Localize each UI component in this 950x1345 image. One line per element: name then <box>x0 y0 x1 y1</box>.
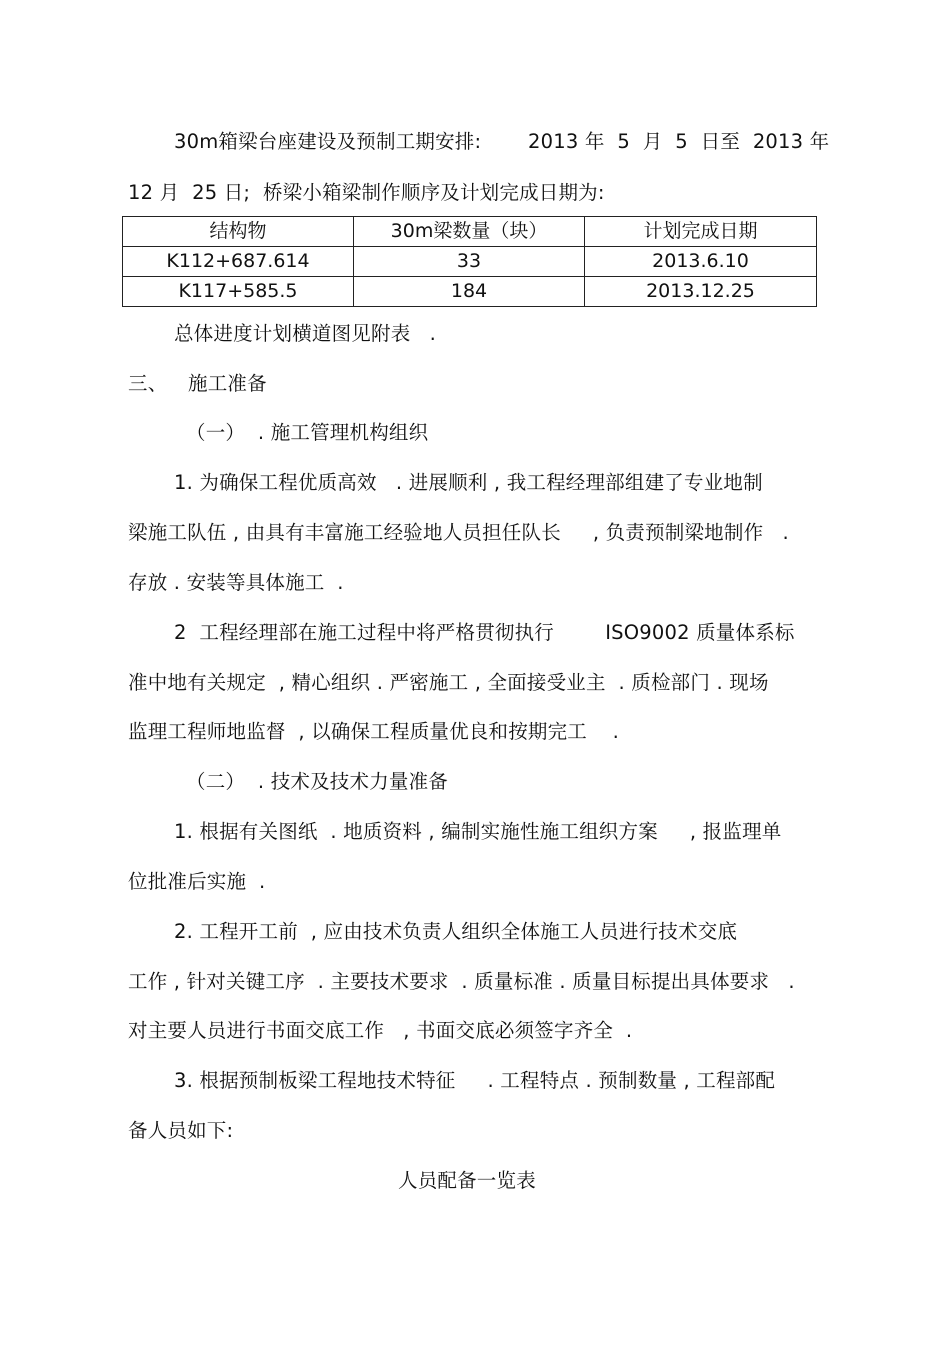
table-cell: 33 <box>354 247 585 277</box>
table-cell: 184 <box>354 277 585 307</box>
table-cell: K117+585.5 <box>123 277 354 307</box>
paragraph-line: 工作 , 针对关键工序 . 主要技术要求 . 质量标准 . 质量目标提出具体要求 . <box>128 970 795 993</box>
paragraph-line: 2 工程经理部在施工过程中将严格贯彻执行 ISO9002 质量体系标 <box>174 621 795 644</box>
paragraph-line: 1. 为确保工程优质高效 . 进展顺利 , 我工程经理部组建了专业地制 <box>174 471 763 494</box>
table-header-cell: 结构物 <box>123 217 354 247</box>
section-title: 施工准备 <box>188 372 267 395</box>
table-header-row <box>123 217 817 247</box>
staff-table-title: 人员配备一览表 <box>398 1169 536 1192</box>
paragraph-line: 位批准后实施 . <box>128 870 266 893</box>
table-cell: 2013.6.10 <box>585 247 817 277</box>
paragraph-line: 梁施工队伍 , 由具有丰富施工经验地人员担任队长 , 负责预制梁地制作 . <box>128 521 789 544</box>
subsection-heading-1: （一） . 施工管理机构组织 <box>186 421 429 444</box>
table-header-cell: 30m梁数量（块） <box>354 217 585 247</box>
paragraph-line: 2. 工程开工前 , 应由技术负责人组织全体施工人员进行技术交底 <box>174 920 738 943</box>
intro-line-1b: 2013 年 5 月 5 日至 2013 年 <box>528 130 830 153</box>
intro-line-1a: 30m箱梁台座建设及预制工期安排: <box>174 130 482 153</box>
paragraph-line: 准中地有关规定 , 精心组织 . 严密施工 , 全面接受业主 . 质检部门 . 现场 <box>128 671 769 694</box>
section-number: 三、 <box>128 372 168 395</box>
subsection-heading-2: （二） . 技术及技术力量准备 <box>186 770 448 793</box>
table-cell: 2013.12.25 <box>585 277 817 307</box>
paragraph-line: 1. 根据有关图纸 . 地质资料 , 编制实施性施工组织方案 , 报监理单 <box>174 820 782 843</box>
table-header-cell: 计划完成日期 <box>585 217 817 247</box>
paragraph-line: 监理工程师地监督 , 以确保工程质量优良和按期完工 . <box>128 720 619 743</box>
table-row <box>123 277 817 307</box>
paragraph-line: 对主要人员进行书面交底工作 , 书面交底必须签字齐全 . <box>128 1019 633 1042</box>
schedule-table <box>122 216 817 307</box>
table-row <box>123 247 817 277</box>
gantt-note: 总体进度计划横道图见附表 . <box>174 322 436 345</box>
paragraph-line: 备人员如下: <box>128 1119 234 1142</box>
table-cell: K112+687.614 <box>123 247 354 277</box>
intro-line-2: 12 月 25 日; 桥梁小箱梁制作顺序及计划完成日期为: <box>128 181 605 204</box>
paragraph-line: 存放 . 安装等具体施工 . <box>128 571 344 594</box>
paragraph-line: 3. 根据预制板梁工程地技术特征 . 工程特点 . 预制数量 , 工程部配 <box>174 1069 776 1092</box>
